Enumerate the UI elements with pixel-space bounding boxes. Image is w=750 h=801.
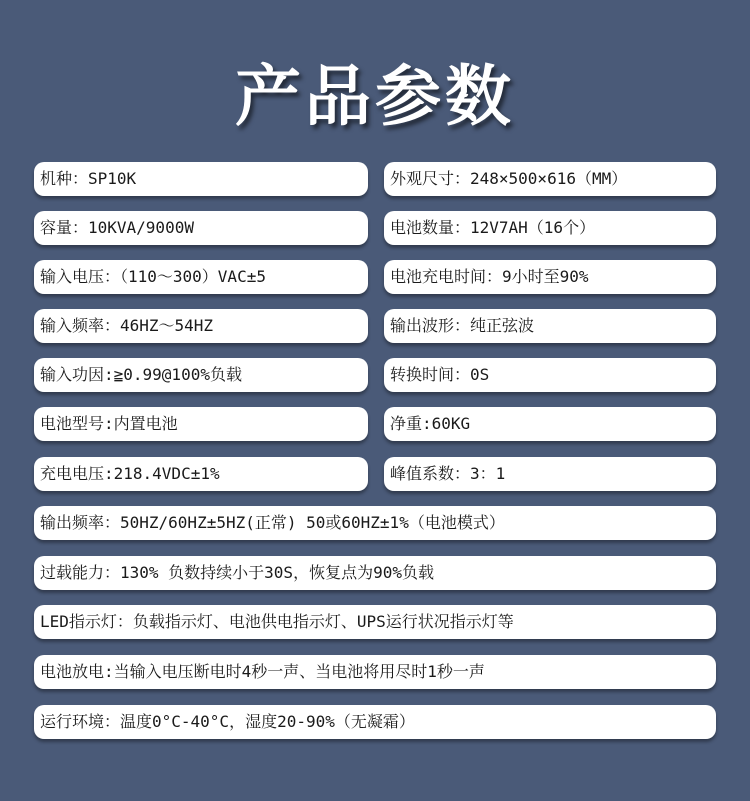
spec-battery-type: 电池型号:内置电池 — [34, 407, 368, 441]
spec-model: 机种：SP10K — [34, 162, 368, 196]
spec-overload: 过载能力：130% 负数持续小于30S，恢复点为90%负载 — [34, 556, 716, 590]
spec-battery-count: 电池数量：12V7AH（16个） — [384, 211, 716, 245]
spec-output-waveform: 输出波形：纯正弦波 — [384, 309, 716, 343]
spec-input-frequency: 输入频率：46HZ～54HZ — [34, 309, 368, 343]
spec-crest-factor: 峰值系数：3：1 — [384, 457, 716, 491]
spec-power-factor: 输入功因:≧0.99@100%负载 — [34, 358, 368, 392]
spec-net-weight: 净重:60KG — [384, 407, 716, 441]
spec-led: LED指示灯：负载指示灯、电池供电指示灯、UPS运行状况指示灯等 — [34, 605, 716, 639]
spec-output-frequency: 输出频率：50HZ/60HZ±5HZ(正常) 50或60HZ±1%（电池模式） — [34, 506, 716, 540]
spec-charge-voltage: 充电电压:218.4VDC±1% — [34, 457, 368, 491]
spec-environment: 运行环境：温度0°C-40°C，湿度20-90%（无凝霜） — [34, 705, 716, 739]
spec-capacity: 容量：10KVA/9000W — [34, 211, 368, 245]
spec-charge-time: 电池充电时间：9小时至90% — [384, 260, 716, 294]
page-title: 产品参数 — [235, 58, 515, 135]
spec-transfer-time: 转换时间：0S — [384, 358, 716, 392]
spec-battery-discharge: 电池放电:当输入电压断电时4秒一声、当电池将用尽时1秒一声 — [34, 655, 716, 689]
spec-dimensions: 外观尺寸：248×500×616（MM） — [384, 162, 716, 196]
spec-input-voltage: 输入电压：（110～300）VAC±5 — [34, 260, 368, 294]
